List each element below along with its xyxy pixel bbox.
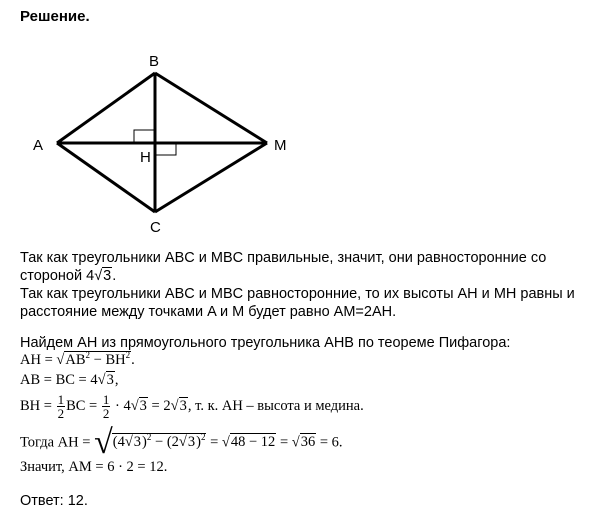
formula-ab: AB = BC = 4√3,	[20, 372, 119, 388]
text-line: стороной 4√3.	[20, 268, 117, 284]
text-line: расстояние между точками A и M будет равно AM=2AH.	[20, 304, 397, 320]
vertex-label-c: C	[150, 219, 161, 236]
formula-bh: BH = $\frac{1}{2}$ BC = $\frac{1}{2}$ · 4√3 = 2√3, т. к. AH – высота и медина.	[20, 392, 364, 421]
edge-bm	[155, 73, 267, 143]
text-line: Так как треугольники ABC и MBC правильные, значит, они равносторонние со	[20, 250, 547, 266]
answer-text: Ответ: 12.	[20, 493, 88, 509]
vertex-label-h: H	[140, 149, 151, 166]
right-angle-mark-upper	[134, 130, 155, 143]
right-angle-mark-lower	[155, 143, 176, 155]
formula-ah: AH = $√AB^2 - BH^2$.	[20, 350, 135, 368]
vertex-label-b: B	[149, 53, 160, 70]
text-line: Найдем AH из прямоугольного треугольника AHB по теореме Пифагора:	[20, 335, 511, 351]
vertex-label-a: A	[33, 137, 44, 154]
rhombus-figure	[0, 0, 600, 240]
edge-mc	[155, 143, 267, 212]
edge-ab	[57, 73, 155, 143]
formula-result: Значит, AM = 6 · 2 = 12.	[20, 459, 168, 475]
vertex-label-m: M	[274, 137, 287, 154]
formula-then: Тогда AH = $√(4√3)^2 - (2√3)^2 = √48 - 12 = √36 = 6$.	[20, 424, 343, 461]
solution-heading: Решение.	[20, 8, 90, 25]
text-line: Так как треугольники ABC и MBC равносторонние, то их высоты AH и MH равны и	[20, 286, 575, 302]
